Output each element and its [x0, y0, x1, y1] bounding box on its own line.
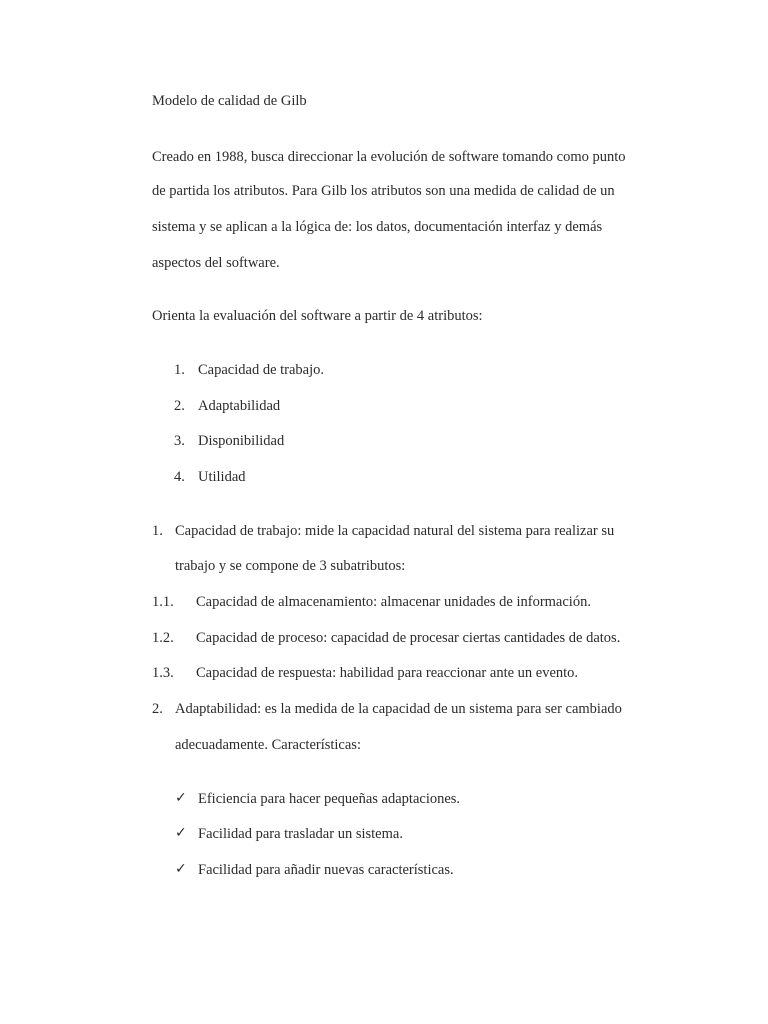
- section2-line-2: adecuadamente. Características:: [175, 737, 361, 753]
- subattribute-text: Capacidad de almacenamiento: almacenar unidades de información.: [196, 594, 591, 610]
- attribute-label: Utilidad: [198, 469, 246, 485]
- attribute-number: 3.: [174, 433, 185, 449]
- checkmark-icon: ✓: [175, 825, 187, 841]
- document-title: Modelo de calidad de Gilb: [152, 93, 307, 109]
- intro-line-3: sistema y se aplican a la lógica de: los datos, documentación interfaz y demás: [152, 219, 603, 235]
- check-item: Facilidad para añadir nuevas características.: [198, 862, 454, 878]
- attribute-label: Adaptabilidad: [198, 398, 281, 414]
- subattribute-number: 1.2.: [152, 630, 174, 646]
- checkmark-icon: ✓: [175, 790, 187, 806]
- attribute-label: Disponibilidad: [198, 433, 285, 449]
- section-number: 2.: [152, 701, 163, 717]
- check-item: Facilidad para trasladar un sistema.: [198, 826, 403, 842]
- attribute-number: 4.: [174, 469, 185, 485]
- subattribute-text: Capacidad de proceso: capacidad de procesar ciertas cantidades de datos.: [196, 630, 621, 646]
- orienta-paragraph: Orienta la evaluación del software a partir de 4 atributos:: [152, 308, 483, 324]
- subattribute-number: 1.3.: [152, 665, 174, 681]
- subattribute-text: Capacidad de respuesta: habilidad para reaccionar ante un evento.: [196, 665, 579, 681]
- attribute-number: 2.: [174, 398, 185, 414]
- section-number: 1.: [152, 523, 163, 539]
- checkmark-icon: ✓: [175, 861, 187, 877]
- section1-line-1: Capacidad de trabajo: mide la capacidad natural del sistema para realizar su: [175, 523, 615, 539]
- attribute-number: 1.: [174, 362, 185, 378]
- attribute-label: Capacidad de trabajo.: [198, 362, 325, 378]
- intro-line-1: Creado en 1988, busca direccionar la evolución de software tomando como punto: [152, 149, 626, 165]
- subattribute-number: 1.1.: [152, 594, 174, 610]
- check-item: Eficiencia para hacer pequeñas adaptaciones.: [198, 791, 461, 807]
- intro-line-2: de partida los atributos. Para Gilb los atributos son una medida de calidad de un: [152, 183, 615, 199]
- section1-line-2: trabajo y se compone de 3 subatributos:: [175, 558, 406, 574]
- section2-line-1: Adaptabilidad: es la medida de la capacidad de un sistema para ser cambiado: [175, 701, 622, 717]
- intro-line-4: aspectos del software.: [152, 255, 280, 271]
